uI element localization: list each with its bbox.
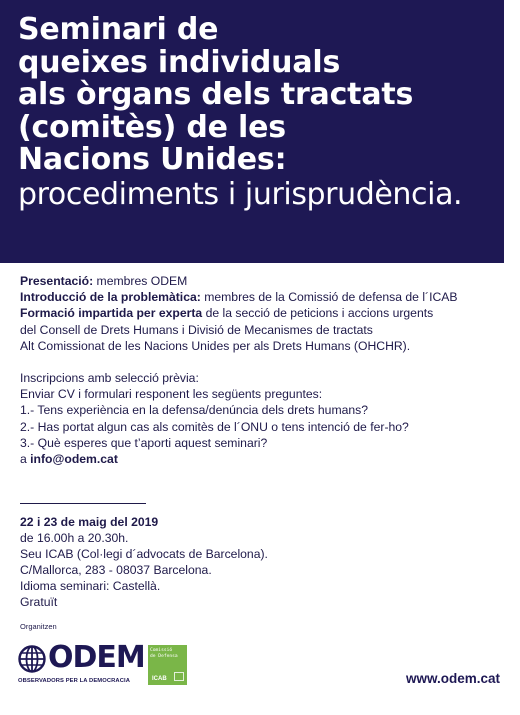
seminar-details bbox=[20, 273, 510, 467]
introduction-row bbox=[20, 289, 510, 305]
training-line-3: Alt Comissionat de les Nacions Unides per als Drets Humans (OHCHR). bbox=[20, 338, 411, 353]
event-price: Gratuït bbox=[20, 595, 58, 609]
odem-tagline: OBSERVADORS PER LA DEMOCRACIA bbox=[18, 678, 130, 684]
introduction-value: membres de la Comissió de defensa de l´ICAB bbox=[200, 290, 458, 305]
presentation-value: membres ODEM bbox=[93, 274, 188, 288]
icab-line-1: Comissió bbox=[150, 648, 173, 653]
divider bbox=[20, 503, 146, 504]
training-value: de la secció de peticions i accions urgents bbox=[202, 306, 434, 321]
event-date: 22 i 23 de maig del 2019 bbox=[20, 515, 159, 529]
icab-line-2: de Defensa bbox=[150, 653, 178, 659]
title-line-1: Seminari de bbox=[18, 12, 219, 47]
title-banner bbox=[0, 0, 504, 263]
title-line-2: queixes individuals bbox=[18, 44, 341, 80]
inscription-line-2: Enviar CV i formulari responent les següents preguntes: bbox=[20, 387, 323, 402]
email-link[interactable]: info@odem.cat bbox=[30, 452, 118, 467]
event-info bbox=[20, 514, 268, 610]
odem-logo bbox=[18, 640, 145, 691]
question-1: 1.- Tens experiència en la defensa/denúncia dels drets humans? bbox=[20, 403, 369, 418]
icab-emblem-icon bbox=[174, 672, 184, 681]
icab-mark: ICAB bbox=[152, 675, 167, 682]
email-prefix: a bbox=[20, 452, 31, 467]
presentation-label: Presentació: bbox=[20, 274, 94, 288]
website-link[interactable]: www.odem.cat bbox=[405, 671, 500, 686]
title-line-4: (comitès) de les bbox=[18, 109, 286, 145]
event-time: de 16.00h a 20.30h. bbox=[20, 531, 129, 545]
introduction-label: Introducció de la problemàtica: bbox=[20, 290, 201, 305]
globe-icon bbox=[18, 645, 46, 673]
inscription-line-1: Inscripcions amb selecció prèvia: bbox=[20, 371, 199, 386]
icab-logo bbox=[148, 645, 187, 685]
presentation-row bbox=[20, 273, 510, 289]
organizers-label: Organitzen bbox=[20, 622, 57, 631]
title-line-5: Nacions Unides: bbox=[18, 142, 287, 177]
odem-wordmark: ODEM bbox=[48, 640, 145, 675]
subtitle: procediments i jurisprudència. bbox=[18, 176, 463, 212]
training-label: Formació impartida per experta bbox=[20, 306, 203, 321]
title-line-3: als òrgans dels tractats bbox=[18, 77, 414, 112]
event-language: Idioma seminari: Castellà. bbox=[20, 579, 161, 593]
question-3: 3.- Què esperes que t’aporti aquest seminari? bbox=[20, 435, 268, 450]
question-2: 2.- Has portat algun cas als comitès de l´ONU o tens intenció de fer-ho? bbox=[20, 419, 409, 434]
spacer bbox=[20, 354, 510, 370]
email-row bbox=[20, 451, 510, 467]
training-line-2: del Consell de Drets Humans i Divisió de Mecanismes de tractats bbox=[20, 322, 373, 337]
event-venue: Seu ICAB (Col·legi d´advocats de Barcelona). bbox=[20, 547, 268, 561]
training-row bbox=[20, 305, 510, 321]
event-address: C/Mallorca, 283 - 08037 Barcelona. bbox=[20, 563, 212, 577]
